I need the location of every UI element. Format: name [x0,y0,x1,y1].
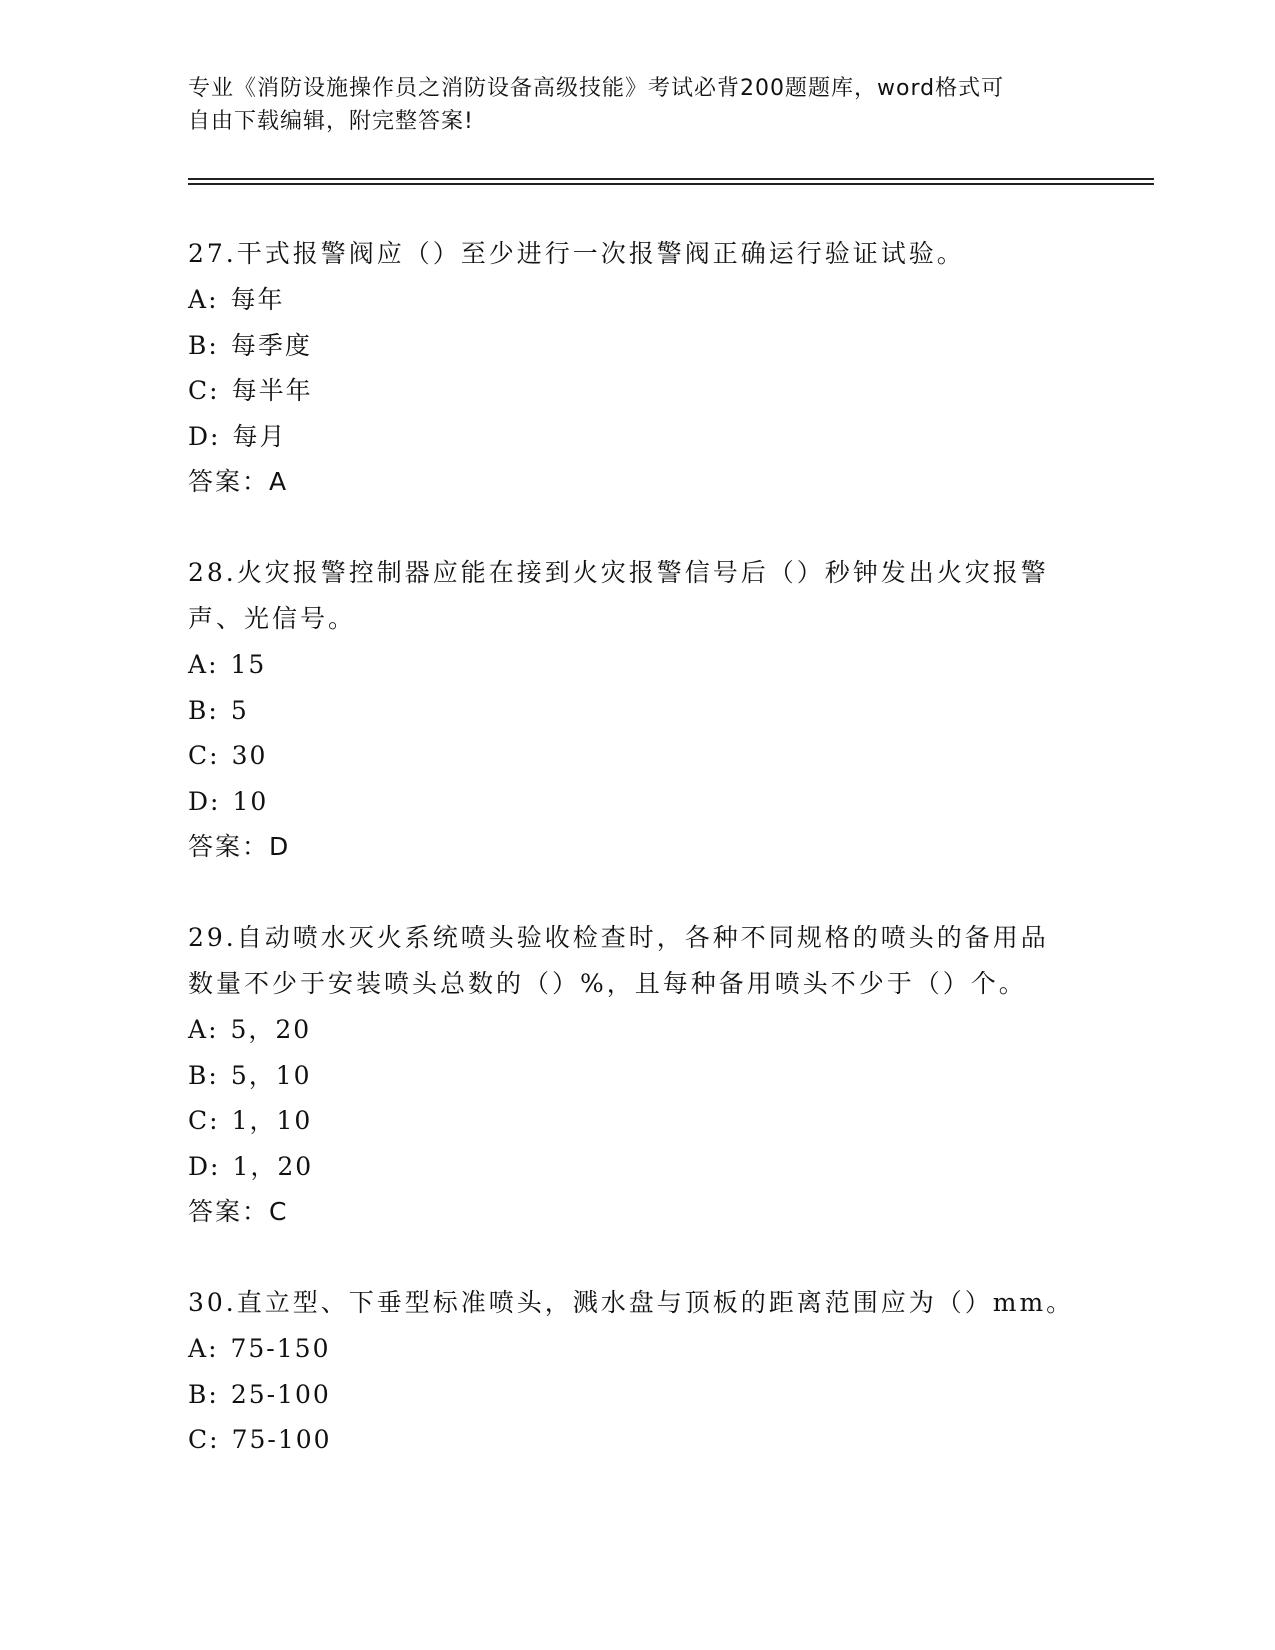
question-stem: 声、光信号。 [188,604,357,633]
answer-option [188,1007,1088,1053]
option-key: B [188,1379,209,1409]
option-text: 5 [230,695,249,725]
option-text: 1，20 [232,1151,314,1181]
option-separator: : [208,285,219,314]
option-key: A [188,1015,209,1044]
option-text: 30 [231,741,268,770]
question-block [188,550,1088,869]
question-stem: 28.火灾报警控制器应能在接到火灾报警信号后（）秒钟发出火灾报警 [188,558,1049,587]
answer-option [188,368,1088,414]
option-separator: : [209,1425,220,1454]
option-text: 5，20 [230,1015,312,1044]
option-key: C [188,1425,210,1454]
option-text: 每季度 [230,330,312,360]
question-stem: 27.干式报警阀应（）至少进行一次报警阀正确运行验证试验。 [188,239,965,268]
question-stem: 29.自动喷水灭火系统喷头验收检查时，各种不同规格的喷头的备用品 [188,923,1049,952]
question-stem: 30.直立型、下垂型标准喷头，溅水盘与顶板的距离范围应为（）mm。 [188,1288,1075,1317]
question-list [188,231,1088,1509]
option-separator: : [209,741,220,770]
option-text: 5，10 [230,1060,312,1090]
option-text: 10 [232,786,269,816]
option-separator: : [208,330,219,360]
option-separator: : [209,1106,220,1135]
answer-option [188,733,1088,779]
option-key: A [188,650,209,679]
header-divider-bottom [188,183,1154,185]
answer-option [188,277,1088,323]
document-header [188,72,1078,138]
option-text: 每半年 [231,376,313,405]
question-block [188,231,1088,504]
option-key: B [188,330,209,360]
header-line-2: 自由下载编辑，附完整答案! [188,109,474,134]
option-text: 25-100 [230,1379,331,1409]
option-separator: : [208,1379,219,1409]
answer-option [188,1098,1088,1144]
answer-option [188,1144,1088,1190]
option-text: 每月 [232,421,287,451]
answer-option [188,414,1088,460]
option-text: 75-150 [230,1334,331,1363]
option-key: B [188,1060,209,1090]
option-separator: : [210,1151,221,1181]
option-text: 每年 [230,285,285,314]
option-key: C [188,741,210,770]
option-key: D [188,786,211,816]
answer-option [188,1372,1088,1418]
option-text: 15 [230,650,267,679]
option-key: C [188,376,210,405]
option-separator: : [210,421,221,451]
option-separator: : [209,376,220,405]
option-separator: : [208,1334,219,1363]
option-text: 1，10 [231,1106,313,1135]
question-block [188,1280,1088,1463]
answer-option [188,1326,1088,1372]
answer-line: 答案：C [188,1197,289,1226]
header-divider-top [188,178,1154,180]
option-separator: : [210,786,221,816]
option-key: B [188,695,209,725]
answer-line: 答案：A [188,467,289,496]
option-separator: : [208,1060,219,1090]
option-key: A [188,1334,209,1363]
option-text: 75-100 [231,1425,332,1454]
answer-line: 答案：D [188,832,291,861]
option-key: A [188,285,209,314]
option-key: D [188,421,211,451]
option-key: D [188,1151,211,1181]
option-separator: : [208,650,219,679]
answer-option [188,688,1088,734]
answer-option [188,779,1088,825]
header-line-1: 专业《消防设施操作员之消防设备高级技能》考试必背200题题库，word格式可 [188,76,1005,101]
answer-option [188,1417,1088,1463]
option-separator: : [208,695,219,725]
question-stem: 数量不少于安装喷头总数的（）%，且每种备用喷头不少于（）个。 [188,969,1027,998]
question-block [188,915,1088,1234]
answer-option [188,1053,1088,1099]
option-separator: : [208,1015,219,1044]
answer-option [188,642,1088,688]
answer-option [188,323,1088,369]
option-key: C [188,1106,210,1135]
